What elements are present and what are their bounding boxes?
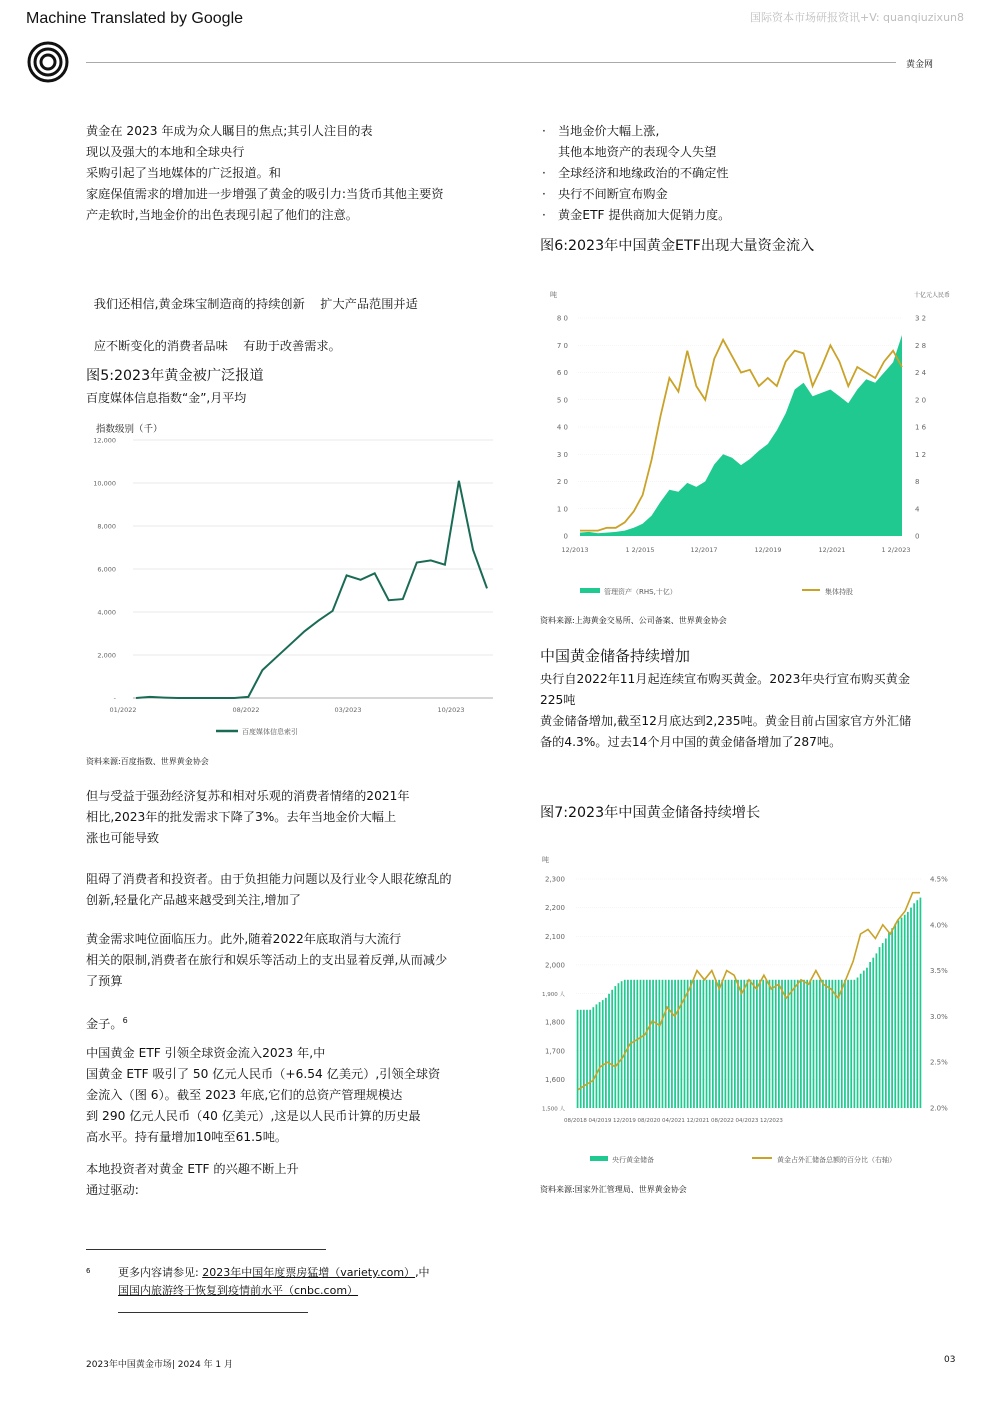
fig7-bar [753, 980, 755, 1108]
fig6-legend-holdings: 集体持股 [825, 588, 853, 596]
fig7-bar [787, 980, 789, 1108]
fig7-bar [882, 943, 884, 1108]
para-5-line: 了预算 [86, 974, 123, 988]
bullet-list [540, 121, 730, 226]
fig7-bar [857, 978, 859, 1109]
fig7-xtick: 08/2018 [564, 1118, 587, 1124]
fig6-xtick: 1 2/2015 [625, 546, 655, 554]
footnote-underline [118, 1312, 308, 1313]
fig7-bar [800, 980, 802, 1108]
fig7-bar [602, 1000, 604, 1108]
fig5-xtick: 10/2023 [437, 706, 465, 714]
fig7-bar [592, 1007, 594, 1108]
fig6-ytick-right: 2 0 [915, 396, 927, 405]
header-section-label: 黄金网 [906, 60, 934, 70]
fig7-bar [712, 980, 714, 1108]
para-5-line: 黄金需求吨位面临压力。此外,随着2022年底取消与大流行 [86, 932, 402, 946]
para-5-line: 相关的限制,消费者在旅行和娱乐等活动上的支出显着反弹,从而减少 [86, 953, 448, 967]
fig6-ytick-left: 6 0 [556, 369, 568, 377]
fig7-bar [586, 1010, 588, 1108]
para-3-line: 但与受益于强劲经济复苏和相对乐观的消费者情绪的2021年 [86, 789, 410, 803]
fig7-bar [866, 968, 868, 1108]
fig7-ytick-right: 2.5% [930, 1058, 948, 1067]
para-4-line: 阻碍了消费者和投资者。由于负担能力问题以及行业令人眼花缭乱的 [86, 872, 452, 886]
fig6-ytick-left: 0 [563, 532, 568, 541]
reserves-text [540, 669, 911, 753]
footnote-link-cnbc[interactable]: 国国内旅游终于恢复到疫情前水平（cnbc.com） [118, 1284, 359, 1297]
fig7-ylabel-left: 吨 [542, 856, 549, 864]
fig7-bar [671, 980, 673, 1108]
fig7-xtick: 12/2019 [613, 1118, 636, 1124]
fig7-bar [888, 933, 890, 1109]
fig7-bar [891, 928, 893, 1108]
fig7-bar [844, 980, 846, 1108]
para-1-line: 家庭保值需求的增加进一步增强了黄金的吸引力:当货币其他主要资 [86, 187, 444, 201]
fig7-bar [772, 980, 774, 1108]
fig7-bar [769, 980, 771, 1108]
fig7-xtick: 08/2022 [711, 1118, 734, 1124]
fig7-bar [665, 980, 667, 1108]
fig7-bar [750, 980, 752, 1108]
fig7-bar [819, 980, 821, 1108]
fig7-bar [596, 1004, 598, 1108]
fig7-bar [847, 980, 849, 1108]
fig6-ytick-right: 0 [915, 532, 920, 541]
fig7-bar [872, 958, 874, 1108]
fig7-bar [831, 980, 833, 1108]
fig6-aum-area [580, 335, 902, 536]
para-2-line: 我们还相信,黄金珠宝制造商的持续创新 扩大产品范围并适 [93, 297, 418, 311]
fig5-xtick: 01/2022 [109, 706, 137, 714]
para-6-text: 金子。 [86, 1017, 123, 1032]
fig7-bar [681, 980, 683, 1108]
reserves-line: 黄金储备增加,截至12月底达到2,235吨。黄金目前占国家官方外汇储 [540, 714, 912, 728]
bullet-item: · 全球经济和地缘政治的不确定性 [542, 166, 729, 180]
footnote-ref[interactable]: 6 [122, 1016, 128, 1025]
fig7-xtick: 12/2023 [760, 1118, 783, 1124]
fig7-bar [589, 1010, 591, 1108]
fig7-ytick-right: 4.5% [930, 875, 948, 884]
para-4 [86, 869, 452, 911]
fig5-ytick: 4,000 [97, 608, 116, 617]
fig7-bar [828, 980, 830, 1108]
fig6-xtick: 12/2013 [561, 546, 589, 554]
bullet-item: · 当地金价大幅上涨, [542, 124, 660, 138]
footnote-prefix: 更多内容请参见: [118, 1266, 199, 1279]
fig7-bar [734, 980, 736, 1108]
fig7-ytick-left: 2,200 [544, 904, 565, 913]
fig7-bar [725, 980, 727, 1108]
fig7-bar [822, 980, 824, 1108]
para-5 [86, 929, 447, 992]
fig7-ytick-left: 1,500 人 [542, 1106, 565, 1113]
fig7-bar [898, 921, 900, 1109]
fig7-bar [863, 971, 865, 1108]
fig5-ytick: 12,000 [93, 436, 116, 445]
fig5-ytick: - [113, 694, 116, 703]
fig7-bar [747, 980, 749, 1108]
fig7-bar [652, 980, 654, 1108]
fig7-bar [674, 980, 676, 1108]
fig7-legend-swatch-reserves [590, 1156, 608, 1161]
fig7-bar [879, 947, 881, 1108]
reserves-line: 225吨 [540, 693, 576, 707]
fig7-bar [709, 980, 711, 1108]
fig7-bar [655, 980, 657, 1108]
fig7-bar [721, 980, 723, 1108]
para-1-line: 采购引起了当地媒体的广泛报道。和 [86, 166, 281, 180]
fig7-bar [803, 980, 805, 1108]
fig7-bar [608, 994, 610, 1108]
fig6-ytick-right: 8 [915, 478, 920, 486]
fig7-bar [706, 980, 708, 1108]
fig7-bar [649, 980, 651, 1108]
fig7-bar [841, 980, 843, 1108]
fig7-bar [920, 898, 922, 1108]
para-7-line: 高水平。持有量增加10吨至61.5吨。 [86, 1130, 288, 1144]
fig6-ytick-left: 3 0 [556, 450, 568, 459]
fig5-title: 图5:2023年黄金被广泛报道 [86, 368, 264, 384]
bullet-item: · 黄金ETF 提供商加大促销力度。 [542, 208, 731, 222]
fig7-bar [677, 980, 679, 1108]
fig6-ytick-left: 5 0 [556, 396, 568, 405]
fig6-ytick-right: 2 8 [915, 341, 927, 350]
fig7-bar [614, 986, 616, 1108]
fig5-ytick: 2,000 [97, 651, 116, 660]
fig7-bar [907, 912, 909, 1108]
fig7-ytick-right: 2.0% [930, 1104, 948, 1113]
fig7-bar [797, 980, 799, 1108]
fig7-bar [636, 980, 638, 1108]
fig7-bar [728, 980, 730, 1108]
para-1-line: 产走软时,当地金价的出色表现引起了他们的注意。 [86, 208, 358, 222]
reserves-line: 备的4.3%。过去14个月中国的黄金储备增加了287吨。 [540, 735, 842, 749]
fig5-ytick: 8,000 [97, 522, 116, 531]
fig5-legend-label: 百度媒体信息索引 [242, 728, 298, 736]
fig7-bar [778, 980, 780, 1108]
fig7-bar [646, 980, 648, 1108]
fig7-bar [784, 980, 786, 1108]
fig7-xtick: 04/2021 [662, 1118, 685, 1124]
para-1-line: 现以及强大的本地和全球央行 [86, 145, 245, 159]
fig7-bar [658, 980, 660, 1108]
para-1-line: 黄金在 2023 年成为众人瞩目的焦点;其引人注目的表 [86, 124, 373, 138]
fig6-chart [540, 282, 960, 602]
fig7-bar [611, 990, 613, 1108]
fig7-bar [916, 900, 918, 1108]
fig6-legend-swatch-aum [580, 588, 600, 593]
fig7-bar [816, 980, 818, 1108]
para-7-line: 金流入（图 6）。截至 2023 年底,它们的总资产管理规模达 [86, 1088, 403, 1102]
fig6-source: 资料来源:上海黄金交易所、公司备案、世界黄金协会 [540, 616, 727, 625]
fig5-ytick: 10,000 [93, 479, 116, 488]
fig7-bar [627, 980, 629, 1108]
footnote-rule [86, 1249, 326, 1250]
fig6-legend-aum: 管理资产（RHS,十亿） [604, 588, 677, 596]
fig5-xtick: 03/2023 [334, 706, 362, 714]
para-8 [86, 1159, 299, 1201]
fig7-bar [765, 980, 767, 1108]
para-6 [86, 1010, 128, 1035]
fig7-title: 图7:2023年中国黄金储备持续增长 [540, 805, 761, 821]
fig7-bar [640, 980, 642, 1108]
fig7-bar [885, 939, 887, 1109]
fig7-bar [662, 980, 664, 1108]
fig7-bar [743, 980, 745, 1108]
fig7-ytick-left: 2,100 [544, 932, 565, 941]
fig7-bar [876, 953, 878, 1108]
footnote-link-variety[interactable]: 2023年中国年度票房猛增（variety.com） [202, 1266, 416, 1279]
fig6-ylabel-left: 吨 [550, 291, 557, 299]
fig7-legend-pct: 黄金占外汇储备总额的百分比（右轴） [777, 1156, 896, 1164]
fig7-ytick-right: 3.0% [930, 1012, 948, 1021]
fig7-bar [775, 980, 777, 1108]
fig7-legend-reserves: 央行黄金储备 [612, 1156, 654, 1164]
fig7-bar [835, 980, 837, 1108]
para-8-line: 本地投资者对黄金 ETF 的兴趣不断上升 [86, 1162, 299, 1176]
fig6-ytick-left: 1 0 [556, 505, 568, 514]
fig7-bar [605, 998, 607, 1108]
fig5-subtitle: 百度媒体信息指数“金”,月平均 [86, 391, 247, 405]
fig7-ytick-left: 1,900 人 [542, 992, 565, 998]
watermark: 国际资本市场研报资讯+V: quanqiuzixun8 [750, 11, 965, 24]
para-3-line: 涨也可能导致 [86, 831, 160, 845]
fig7-bar [737, 980, 739, 1108]
fig7-bar [618, 983, 620, 1108]
fig7-ytick-right: 3.5% [930, 967, 948, 976]
fig7-bar [703, 980, 705, 1108]
fig7-bar [715, 980, 717, 1108]
fig7-xtick: 12/2021 [686, 1118, 710, 1124]
fig7-bar [731, 980, 733, 1108]
fig7-bar [583, 1010, 585, 1108]
para-1 [86, 121, 444, 226]
fig7-bar [901, 918, 903, 1108]
fig7-bar [869, 962, 871, 1108]
fig6-xtick: 12/2017 [690, 546, 718, 554]
fig7-bar [913, 903, 915, 1108]
footnote-sep: ,中 [415, 1266, 430, 1279]
para-3-line: 相比,2023年的批发需求下降了3%。去年当地金价大幅上 [86, 810, 397, 824]
header-rule [86, 62, 896, 63]
fig7-bar [813, 980, 815, 1108]
fig6-ytick-right: 3 2 [915, 314, 927, 323]
fig7-ytick-left: 1,800 [544, 1018, 565, 1027]
para-7-line: 中国黄金 ETF 引领全球资金流入2023 年,中 [86, 1046, 326, 1060]
fig7-bar [718, 980, 720, 1108]
fig7-xtick: 04/2019 [588, 1118, 612, 1124]
fig7-bar [794, 980, 796, 1108]
fig5-chart [86, 418, 506, 743]
fig6-ytick-left: 7 0 [556, 341, 568, 350]
fig7-bar [825, 980, 827, 1108]
fig7-bar [696, 980, 698, 1108]
fig5-ytick: 6,000 [97, 565, 116, 574]
para-8-line: 通过驱动: [86, 1183, 139, 1197]
fig6-ylabel-right: 十亿元人民币 [913, 292, 950, 299]
fig7-bar [687, 980, 689, 1108]
para-7-line: 到 290 亿元人民币（40 亿美元）,这是以人民币计算的历史最 [86, 1109, 421, 1123]
fig6-ytick-left: 8 0 [556, 314, 568, 323]
fig7-ytick-left: 1,700 [544, 1047, 565, 1056]
fig6-ytick-right: 1 6 [915, 423, 927, 432]
reserves-line: 央行自2022年11月起连续宣布购买黄金。2023年央行宣布购买黄金 [540, 672, 911, 686]
fig7-source: 资料来源:国家外汇管理局、世界黄金协会 [540, 1185, 687, 1194]
para-7-line: 国黄金 ETF 吸引了 50 亿元人民币（+6.54 亿美元）,引领全球资 [86, 1067, 441, 1081]
fig7-bar [806, 980, 808, 1108]
section-title-reserves: 中国黄金储备持续增加 [540, 647, 691, 665]
para-3 [86, 786, 410, 849]
para-2-line: 应不断变化的消费者品味 有助于改善需求。 [93, 339, 341, 353]
fig7-bar [621, 981, 623, 1108]
fig7-bar [690, 980, 692, 1108]
para-7 [86, 1043, 440, 1148]
fig7-bar [580, 1010, 582, 1108]
fig7-ytick-right: 4.0% [930, 921, 948, 930]
para-4-line: 创新,轻量化产品越来越受到关注,增加了 [86, 893, 301, 907]
fig6-xtick: 1 2/2023 [881, 546, 911, 554]
fig7-xtick: 08/2020 [637, 1118, 661, 1124]
fig7-xtick: 04/2023 [735, 1118, 759, 1124]
fig7-bar [633, 980, 635, 1108]
fig7-ytick-left: 1,600 [544, 1075, 565, 1084]
fig5-ylabel: 指数级别（千） [96, 424, 163, 435]
fig7-bar [756, 980, 758, 1108]
fig7-bar [910, 908, 912, 1108]
fig5-series-line [136, 481, 487, 698]
bullet-item: 其他本地资产的表现令人失望 [558, 145, 717, 159]
fig7-bar [693, 980, 695, 1108]
fig7-bar [643, 980, 645, 1108]
fig7-bar [894, 924, 896, 1108]
fig6-ytick-left: 4 0 [556, 423, 568, 432]
fig7-bar [624, 980, 626, 1108]
fig7-bar [699, 980, 701, 1108]
fig7-bar [860, 974, 862, 1108]
fig6-ytick-left: 2 0 [556, 478, 568, 486]
page-number: 03 [944, 1355, 956, 1365]
bullet-item: · 央行不间断宣布购金 [542, 187, 668, 201]
fig7-bar [668, 980, 670, 1108]
fig7-bar [904, 915, 906, 1108]
fig7-bar [781, 980, 783, 1108]
fig6-xtick: 12/2019 [754, 546, 782, 554]
fig7-pct-line [578, 893, 920, 1090]
machine-translated-label: Machine Translated by Google [26, 10, 244, 27]
footnote-text [118, 1264, 430, 1300]
wgc-logo-icon [26, 40, 70, 84]
fig7-ytick-left: 2,000 [544, 961, 565, 970]
fig6-ytick-right: 1 2 [915, 450, 927, 459]
fig7-bar [599, 1002, 601, 1108]
fig7-bar [854, 980, 856, 1108]
fig7-bar [791, 980, 793, 1108]
fig6-xtick: 12/2021 [818, 546, 846, 554]
fig5-source: 资料来源:百度指数、世界黄金协会 [86, 757, 209, 766]
para-2 [86, 273, 418, 357]
fig6-ytick-right: 2 4 [915, 369, 927, 377]
fig7-bar [740, 980, 742, 1108]
fig7-bar [759, 980, 761, 1108]
fig5-xtick: 08/2022 [232, 706, 260, 714]
fig6-title: 图6:2023年中国黄金ETF出现大量资金流入 [540, 238, 815, 254]
fig7-bar [762, 980, 764, 1108]
footer-title: 2023年中国黄金市场| 2024 年 1 月 [86, 1360, 234, 1370]
fig7-chart [540, 850, 960, 1170]
fig6-ytick-right: 4 [915, 505, 920, 514]
fig7-bar [577, 1010, 579, 1108]
fig7-bar [809, 980, 811, 1108]
fig7-ytick-left: 2,300 [544, 875, 565, 884]
fig7-bar [850, 980, 852, 1108]
footnote-number: 6 [86, 1267, 91, 1275]
